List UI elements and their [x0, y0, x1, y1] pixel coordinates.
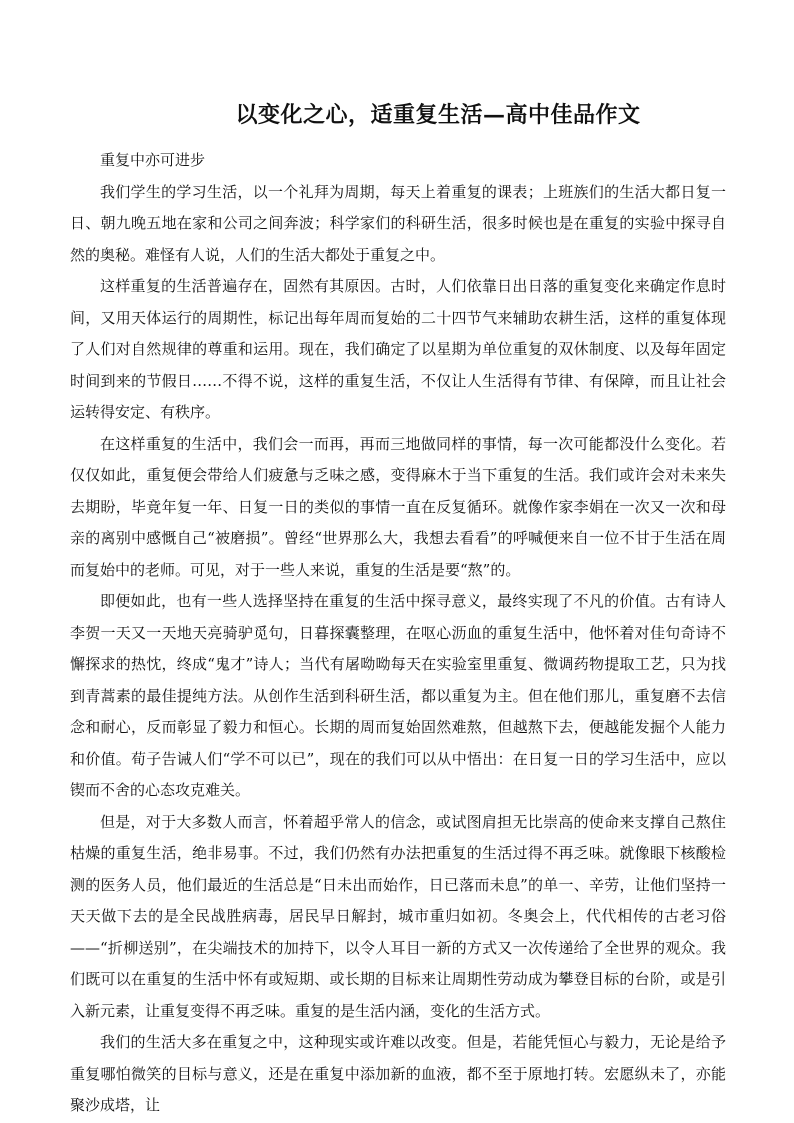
document-subtitle: 重复中亦可进步 — [100, 151, 206, 169]
paragraph-6: 我们的生活大多在重复之中，这种现实或许难以改变。但是，若能凭恒心与毅力，无论是给予重复哪怕微笑的目标与意义，还是在重复中添加新的血液，都不至于原地打转。宏愿纵未了，亦能聚沙成塔，让 — [70, 1033, 726, 1114]
paragraph-4: 即便如此，也有一些人选择坚持在重复的生活中探寻意义，最终实现了不凡的价值。古有诗人李贺一天又一天地天亮骑驴觅句，日暮探囊整理，在呕心沥血的重复生活中，他怀着对佳句奇诗不懈探求的热忱，终成“鬼才”诗人；当代有屠呦呦每天在实验室里重复、微调药物提取工艺，只为找到青蒿素的最佳提纯方法。从创作生活到科研生活，都以重复为主。但在他们那儿，重复磨不去信念和耐心，反而彰显了毅力和恒心。长期的周而复始固然难熬，但越熬下去，便越能发掘个人能力和价值。荀子告诫人们“学不可以已”，现在的我们可以从中悟出：在日复一日的学习生活中，应以锲而不舍的心态攻克难关。 — [70, 592, 726, 799]
document-title: 以变化之心，适重复生活—高中佳品作文 — [235, 102, 641, 128]
paragraph-2: 这样重复的生活普遍存在，固然有其原因。古时，人们依靠日出日落的重复变化来确定作息时间，又用天体运行的周期性，标记出每年周而复始的二十四节气来辅助农耕生活，这样的重复体现了人们对自然规律的尊重和运用。现在，我们确定了以星期为单位重复的双休制度、以及每年固定时间到来的节假日……不得不说，这样的重复生活，不仅让人生活得有节律、有保障，而且让社会运转得安定、有秩序。 — [70, 277, 726, 421]
paragraph-3: 在这样重复的生活中，我们会一而再，再而三地做同样的事情，每一次可能都没什么变化。若仅仅如此，重复便会带给人们疲惫与乏味之感，变得麻木于当下重复的生活。我们或许会对未来失去期盼，毕竟年复一年、日复一日的类似的事情一直在反复循环。就像作家李娟在一次又一次和母亲的离别中感慨自己“被磨损”。曾经“世界那么大，我想去看看”的呼喊便来自一位不甘于生活在周而复始中的老师。可见，对于一些人来说，重复的生活是要“熬”的。 — [70, 434, 726, 579]
document-page — [70, 97, 726, 1122]
paragraph-1: 我们学生的学习生活，以一个礼拜为周期，每天上着重复的课表；上班族们的生活大都日复一日、朝九晚五地在家和公司之间奔波；科学家们的科研生活，很多时候也是在重复的实验中探寻自然的奥秘。难怪有人说，人们的生活大都处于重复之中。 — [70, 182, 726, 264]
paragraph-5: 但是，对于大多数人而言，怀着超乎常人的信念，或试图肩担无比崇高的使命来支撑自己熬住枯燥的重复生活，绝非易事。不过，我们仍然有办法把重复的生活过得不再乏味。就像眼下核酸检测的医务人员，他们最近的生活总是“日未出而始作，日已落而未息”的单一、辛劳，让他们坚持一天天做下去的是全民战胜病毒，居民早日解封，城市重归如初。冬奥会上，代代相传的古老习俗——“折柳送别”，在尖端技术的加持下，以令人耳目一新的方式又一次传递给了全世界的观众。我们既可以在重复的生活中怀有或短期、或长期的目标来让周期性劳动成为攀登目标的台阶，或是引入新元素，让重复变得不再乏味。重复的是生活内涵，变化的生活方式。 — [70, 812, 726, 1020]
